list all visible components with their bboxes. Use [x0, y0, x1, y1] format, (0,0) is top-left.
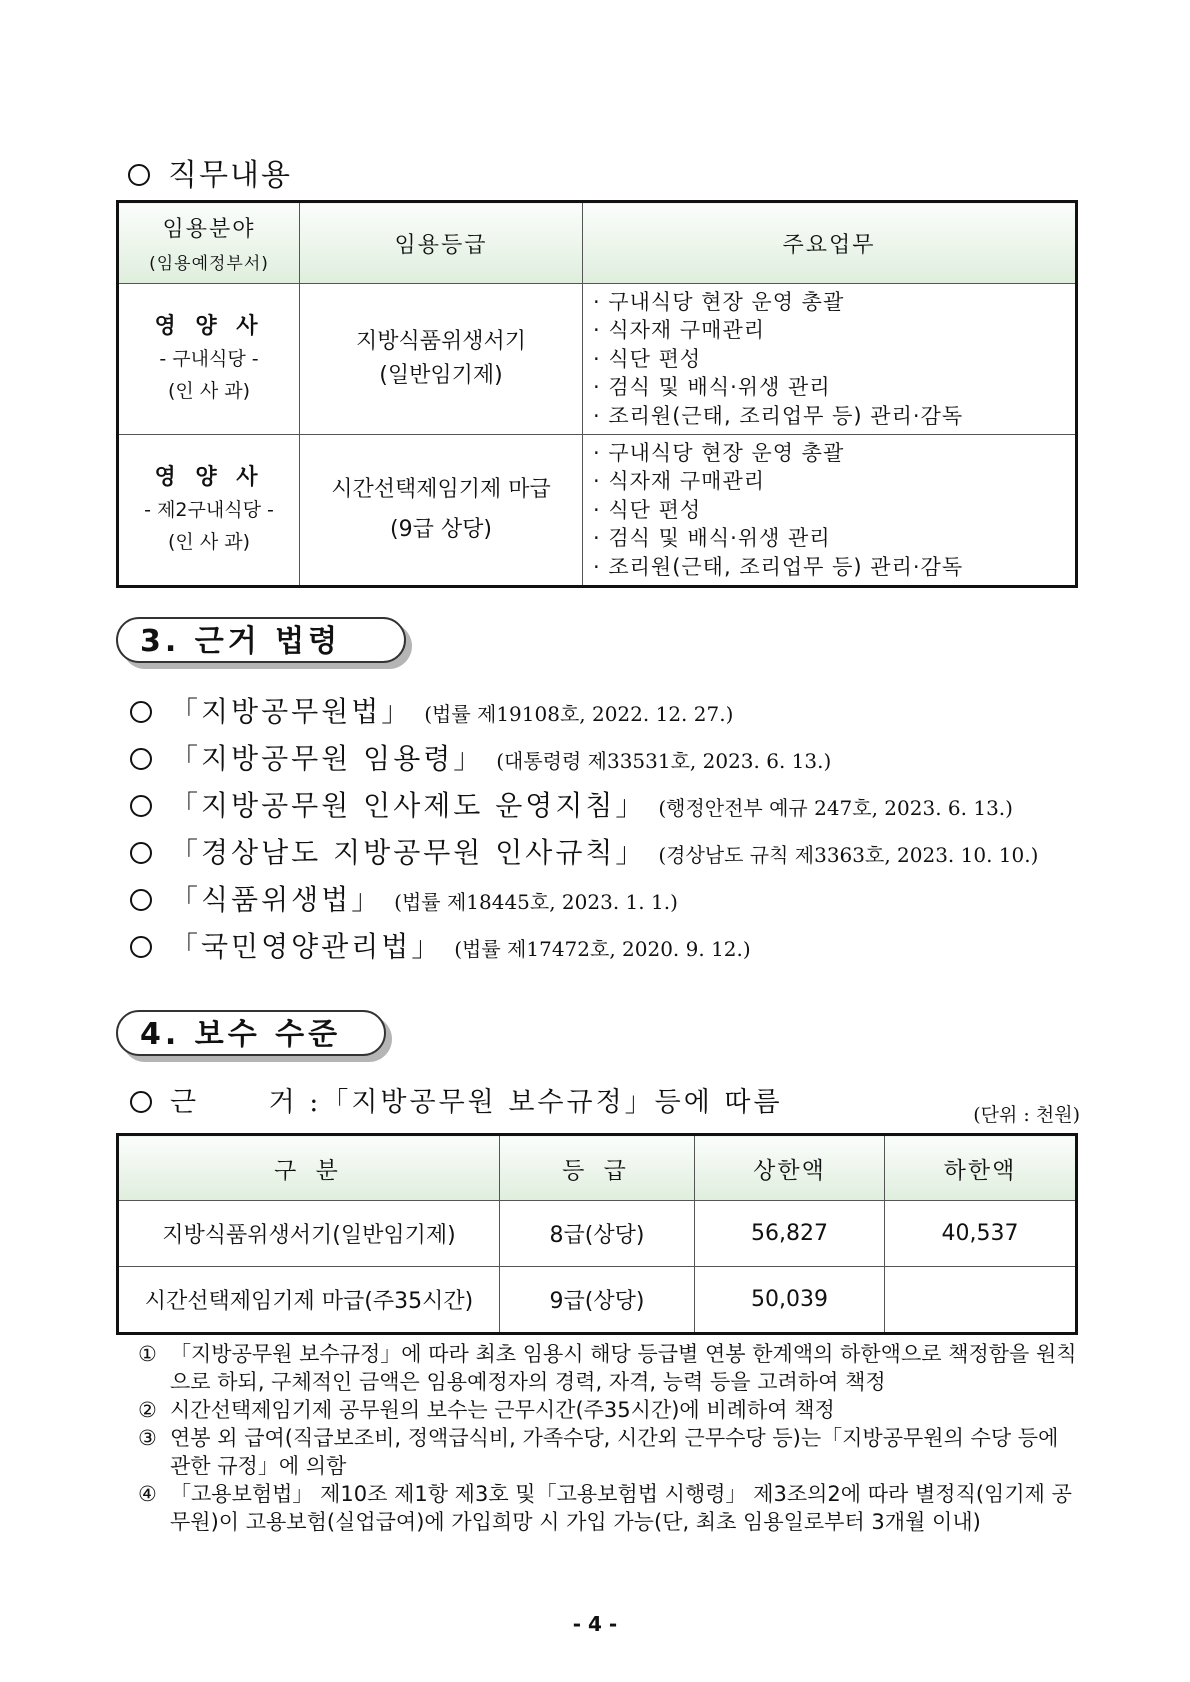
note-item: ① 「지방공무원 보수규정」에 따라 최초 임용시 해당 등급별 연봉 한계액의 하한액으로 책정함을 원칙으로 하되, 구체적인 금액은 임용예정자의 경력, 자격, 능력 등을 고려하여 책정 [138, 1342, 1077, 1394]
unit-label: (단위 : 천원) [973, 1104, 1080, 1126]
lower-cell: 40,537 [885, 1201, 1077, 1267]
note-item: ④ 「고용보험법」 제10조 제1항 제3호 및「고용보험법 시행령」 제3조의2에 따라 별정직(임기제 공무원)이 고용보험(실업급여)에 가입희망 시 가입 가능(단, 최초 임용일로부터 3개월 이내) [138, 1482, 1072, 1534]
circle-bullet-icon [130, 842, 152, 864]
pay-table-header-row [118, 1135, 1077, 1201]
category-cell: 시간선택제임기제 마급(주35시간) [118, 1267, 500, 1334]
page-number: - 4 - [572, 1612, 618, 1636]
pay-basis: 근 거 :「지방공무원 보수규정」등에 따름 [130, 1080, 783, 1119]
law-item: 「지방공무원 임용령」 (대통령령 제33531호, 2023. 6. 13.) [130, 737, 831, 777]
note-item: ② 시간선택제임기제 공무원의 보수는 근무시간(주35시간)에 비례하여 책정 [138, 1398, 835, 1422]
field-cell: 영 양 사 - 제2구내식당 - (인 사 과) [118, 435, 300, 587]
table-row [118, 1201, 1077, 1267]
circle-bullet-icon [130, 795, 152, 817]
header-duties: 주요업무 [583, 202, 1077, 284]
section4-title: 4. 보수 수준 [116, 1010, 386, 1056]
upper-cell: 56,827 [695, 1201, 885, 1267]
grade-cell: 시간선택제임기제 마급 (9급 상당) [300, 435, 583, 587]
grade-cell: 지방식품위생서기 (일반임기제) [300, 284, 583, 435]
law-item: 「경상남도 지방공무원 인사규칙」 (경상남도 규칙 제3363호, 2023. 10. 10.) [130, 831, 1038, 871]
job-table-header-row [118, 202, 1077, 284]
law-item: 「지방공무원 인사제도 운영지침」 (행정안전부 예규 247호, 2023. 6. 13.) [130, 784, 1013, 824]
circle-bullet-icon [130, 748, 152, 770]
job-duties-table [116, 200, 1078, 588]
law-item: 「식품위생법」 (법률 제18445호, 2023. 1. 1.) [130, 878, 678, 918]
category-cell: 지방식품위생서기(일반임기제) [118, 1201, 500, 1267]
field-cell: 영 양 사 - 구내식당 - (인 사 과) [118, 284, 300, 435]
circle-bullet-icon [128, 164, 150, 186]
law-item: 「국민영양관리법」 (법률 제17472호, 2020. 9. 12.) [130, 925, 751, 965]
table-row [118, 284, 1077, 435]
table-row [118, 435, 1077, 587]
section3-title: 3. 근거 법령 [116, 617, 406, 663]
circle-bullet-icon [130, 701, 152, 723]
header-upper: 상한액 [695, 1135, 885, 1201]
lower-cell [885, 1267, 1077, 1334]
circle-bullet-icon [130, 936, 152, 958]
duties-cell: · 구내식당 현장 운영 총괄 · 식자재 구매관리 · 식단 편성 · 검식 및 배식·위생 관리 · 조리원(근태, 조리업무 등) 관리·감독 [583, 435, 1077, 587]
duties-heading: 직무내용 [128, 150, 292, 194]
upper-cell: 50,039 [695, 1267, 885, 1334]
header-grade: 임용등급 [300, 202, 583, 284]
header-field: 임용분야 (임용예정부서) [118, 202, 300, 284]
note-item: ③ 연봉 외 급여(직급보조비, 정액급식비, 가족수당, 시간외 근무수당 등)는「지방공무원의 수당 등에 관한 규정」에 의함 [138, 1426, 1059, 1478]
circle-bullet-icon [130, 889, 152, 911]
header-category: 구 분 [118, 1135, 500, 1201]
duties-cell: · 구내식당 현장 운영 총괄 · 식자재 구매관리 · 식단 편성 · 검식 및 배식·위생 관리 · 조리원(근태, 조리업무 등) 관리·감독 [583, 284, 1077, 435]
pay-notes [138, 1340, 1083, 1536]
grade-cell: 8급(상당) [500, 1201, 695, 1267]
circle-bullet-icon [130, 1091, 152, 1113]
pay-table [116, 1133, 1078, 1335]
header-grade: 등 급 [500, 1135, 695, 1201]
grade-cell: 9급(상당) [500, 1267, 695, 1334]
law-item: 「지방공무원법」 (법률 제19108호, 2022. 12. 27.) [130, 690, 733, 730]
table-row [118, 1267, 1077, 1334]
header-lower: 하한액 [885, 1135, 1077, 1201]
